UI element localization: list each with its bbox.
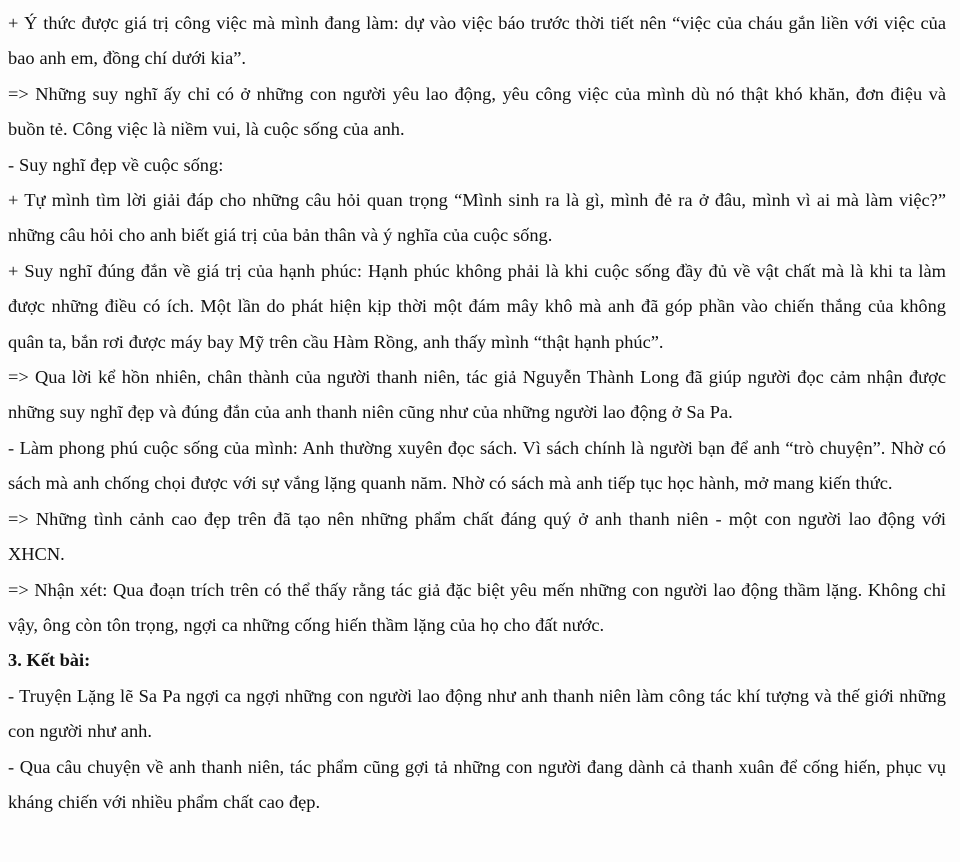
paragraph-remark: => Nhận xét: Qua đoạn trích trên có thể thấy rằng tác giả đặc biệt yêu mến những con người lao động thầm lặng. Không chỉ vậy, ông còn tôn trọng, ngợi ca những cống hiến thầm lặng của họ cho đất nước. bbox=[8, 579, 946, 635]
paragraph-conclusion-love-work: => Những suy nghĩ ấy chỉ có ở những con người yêu lao động, yêu công việc của mình dù nó thật khó khăn, đơn điệu và buồn tẻ. Công việc là niềm vui, là cuộc sống của anh. bbox=[8, 83, 946, 140]
paragraph-important-questions: + Tự mình tìm lời giải đáp cho những câu hỏi quan trọng “Mình sinh ra là gì, mình đẻ ra ở đâu, mình vì ai mà làm việc?” những câu hỏi cho anh biết giá trị của bản thân và ý nghĩa của cuộc sống. bbox=[8, 190, 946, 246]
paragraph-author-narration: => Qua lời kể hồn nhiên, chân thành của người thanh niên, tác giả Nguyễn Thành Long đã giúp người đọc cảm nhận được những suy nghĩ đẹp và đúng đắn của anh thanh niên cũng như của những người lao động ở Sa Pa. bbox=[8, 367, 946, 423]
paragraph-life-thoughts-intro: - Suy nghĩ đẹp về cuộc sống: bbox=[8, 154, 224, 175]
paragraph-noble-qualities: => Những tình cảnh cao đẹp trên đã tạo nên những phẩm chất đáng quý ở anh thanh niên - một con người lao động với XHCN. bbox=[8, 508, 946, 565]
paragraph-reading-books: - Làm phong phú cuộc sống của mình: Anh thường xuyên đọc sách. Vì sách chính là người bạn để anh “trò chuyện”. Nhờ có sách mà anh chống chọi được với sự vắng lặng quanh năm. Nhờ có sách mà anh tiếp tục học hành, mở mang kiến thức. bbox=[8, 437, 946, 494]
section-heading-conclusion: 3. Kết bài: bbox=[8, 650, 91, 671]
paragraph-job-value: + Ý thức được giá trị công việc mà mình đang làm: dự vào việc báo trước thời tiết nên “việc của cháu gắn liền với việc của bao anh em, đồng chí dưới kia”. bbox=[8, 13, 946, 69]
paragraph-happiness-value: + Suy nghĩ đúng đắn về giá trị của hạnh phúc: Hạnh phúc không phải là khi cuộc sống đầy đủ về vật chất mà là khi ta làm được những điều có ích. Một lần do phát hiện kịp thời một đám mây khô mà anh đã góp phần vào chiến thắng của không quân ta, bắn rơi được máy bay Mỹ trên cầu Hàm Rồng, anh thấy mình “thật hạnh phúc”. bbox=[8, 260, 946, 352]
paragraph-story-praise: - Truyện Lặng lẽ Sa Pa ngợi ca ngợi những con người lao động như anh thanh niên làm công tác khí tượng và thế giới những con người như anh. bbox=[8, 685, 946, 742]
paragraph-youth-dedication: - Qua câu chuyện về anh thanh niên, tác phẩm cũng gợi tả những con người đang dành cả thanh xuân để cống hiến, phục vụ kháng chiến với nhiều phẩm chất cao đẹp. bbox=[8, 756, 946, 812]
